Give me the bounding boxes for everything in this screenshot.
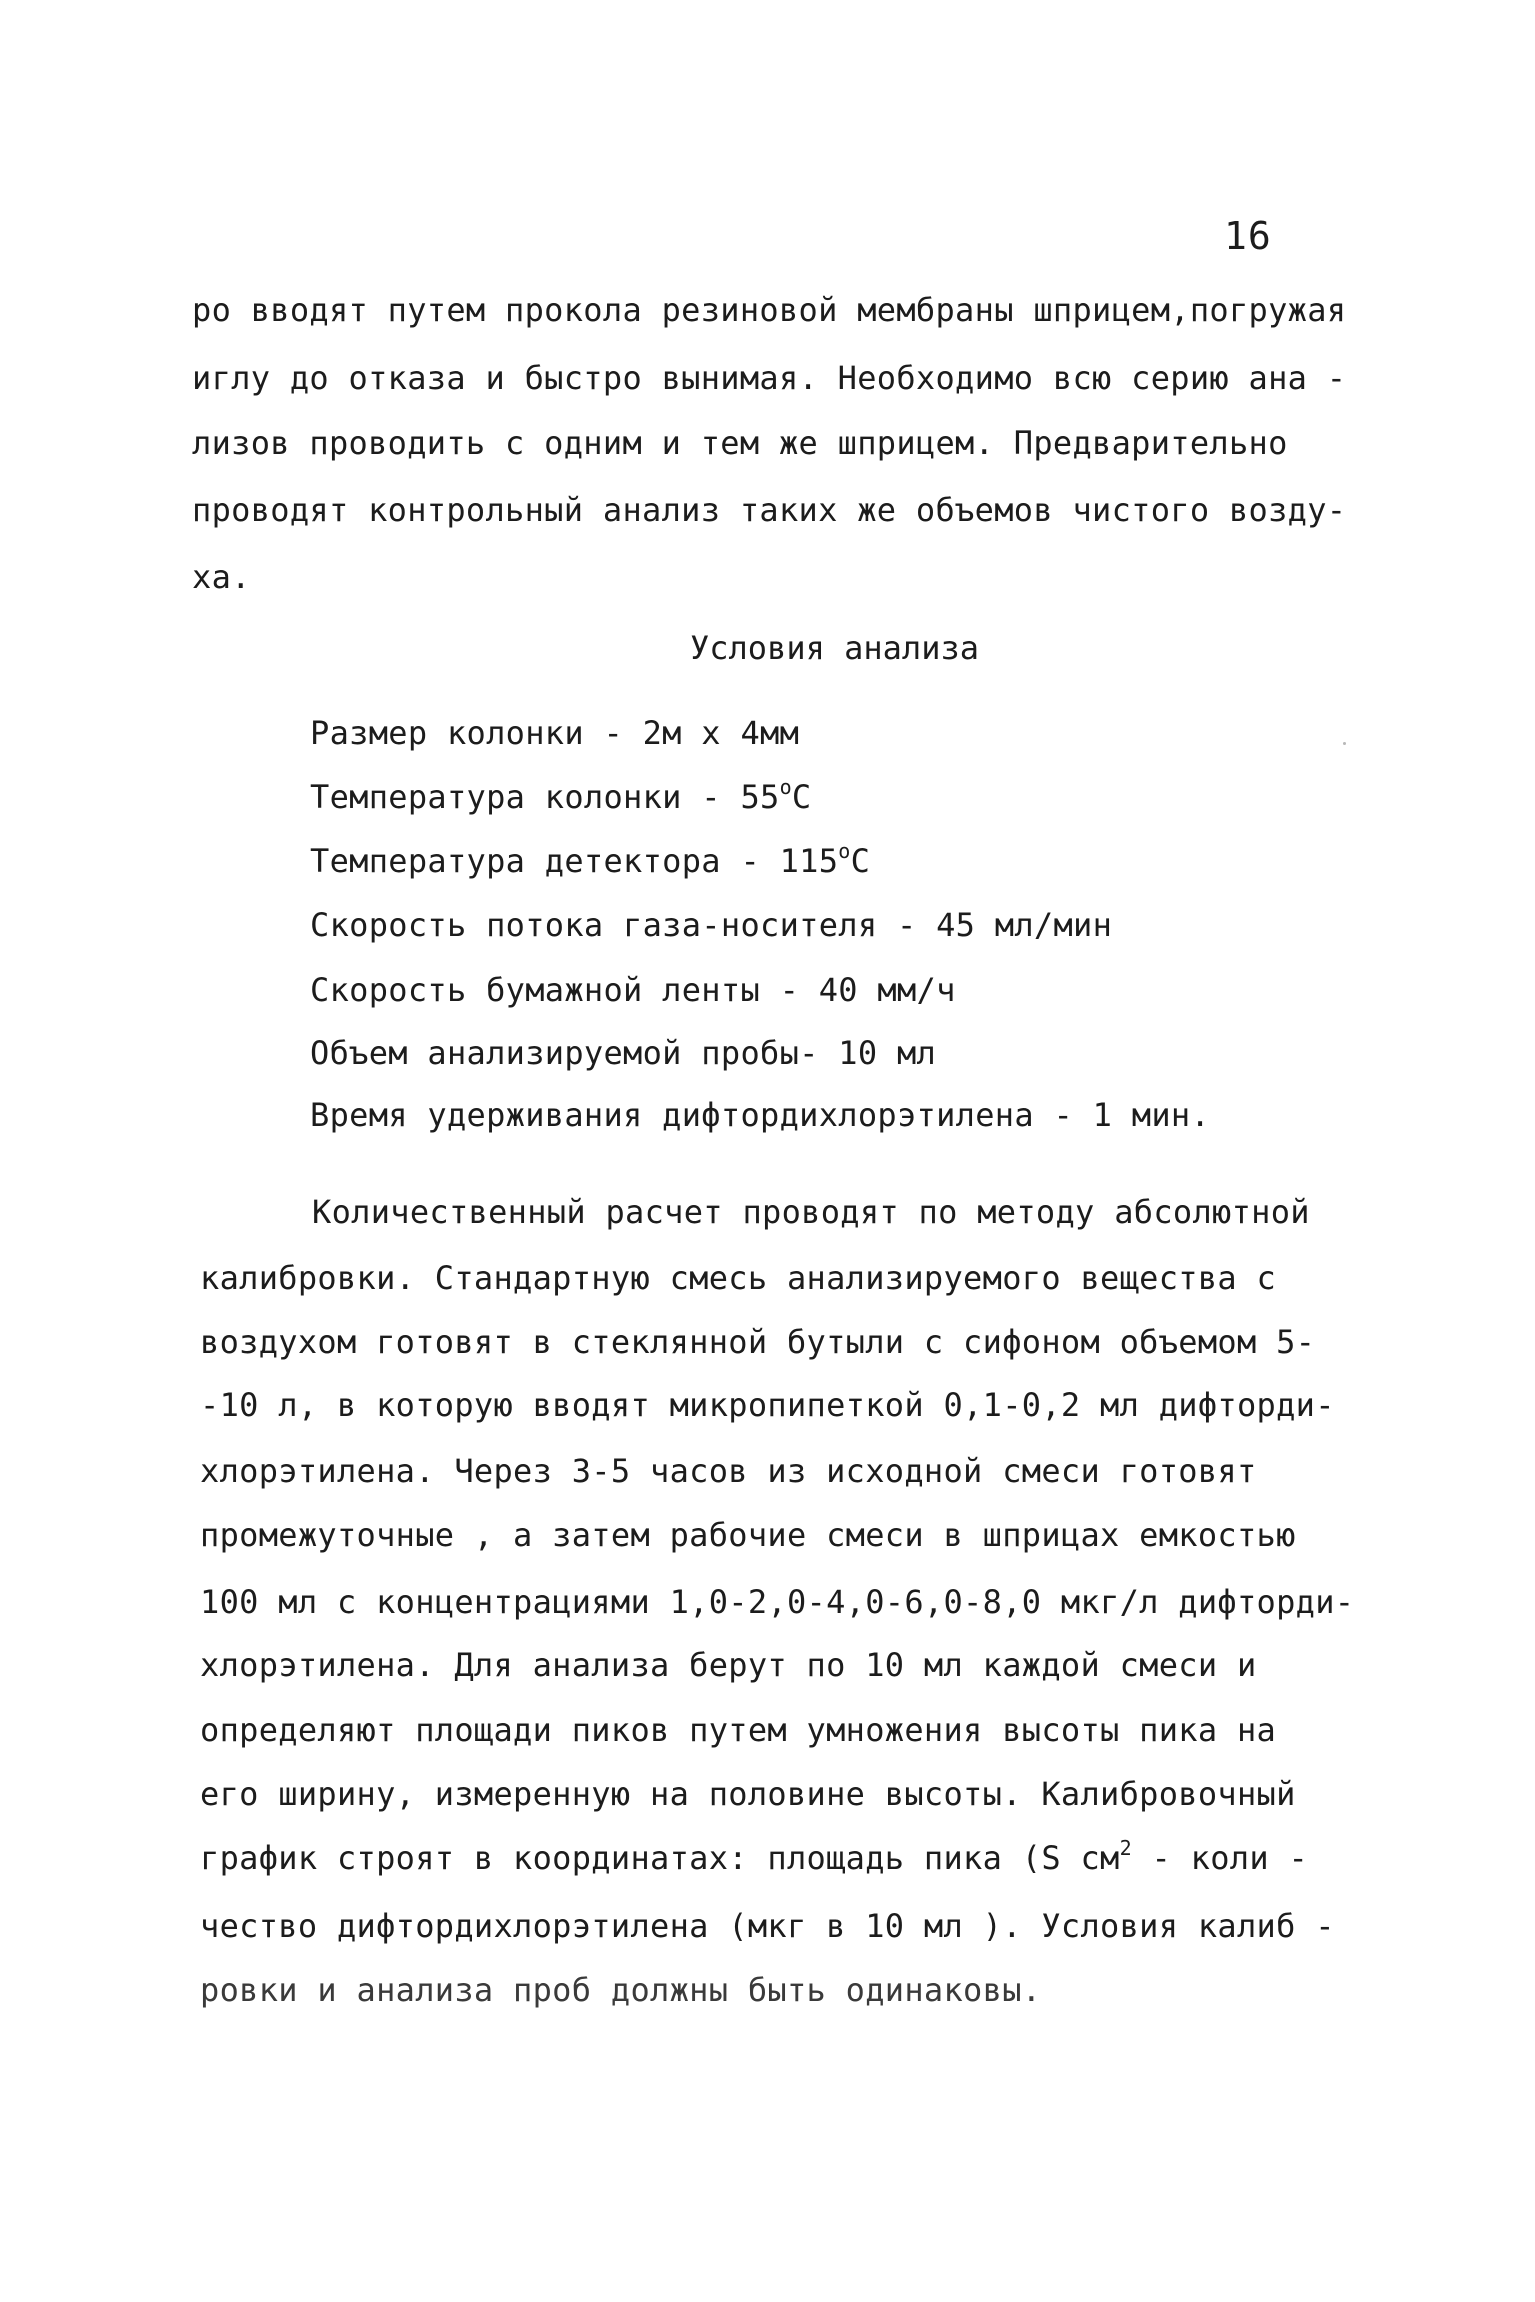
paragraph-1-line-2: иглу до отказа и быстро вынимая. Необходимо всю серию ана -	[192, 359, 1347, 397]
paragraph-2-line-6: промежуточные , а затем рабочие смеси в шприцах емкостью	[200, 1516, 1296, 1554]
paragraph-2-line-5: хлорэтилена. Через 3-5 часов из исходной смеси готовят	[200, 1452, 1257, 1490]
paragraph-1-line-1: ро вводят путем прокола резиновой мембраны шприцем,погружая	[192, 291, 1347, 329]
paragraph-2-line-11-tail: - коли -	[1131, 1839, 1309, 1877]
condition-column-size: Размер колонки - 2м х 4мм	[310, 714, 800, 752]
degree-mark: o	[838, 839, 851, 863]
paragraph-2-line-11-text: график строят в координатах: площадь пика (S см	[200, 1839, 1120, 1877]
paragraph-2-line-8: хлорэтилена. Для анализа берут по 10 мл каждой смеси и	[200, 1646, 1257, 1684]
condition-detector-temperature	[310, 841, 870, 881]
condition-retention-time: Время удерживания дифтордихлорэтилена - 1 мин.	[310, 1096, 1211, 1134]
condition-detector-temperature-text: Температура детектора - 115	[310, 842, 839, 880]
paragraph-2-line-7: 100 мл с концентрациями 1,0-2,0-4,0-6,0-8,0 мкг/л дифторди-	[200, 1583, 1355, 1621]
paragraph-2-line-3: воздухом готовят в стеклянной бутыли с сифоном объемом 5-	[200, 1323, 1316, 1361]
condition-column-temperature	[310, 777, 812, 817]
squared-mark: 2	[1119, 1836, 1132, 1860]
paragraph-1-line-3: лизов проводить с одним и тем же шприцем. Предварительно	[192, 424, 1288, 462]
conditions-heading: Условия анализа	[690, 629, 979, 667]
paragraph-1-line-4: проводят контрольный анализ таких же объемов чистого возду-	[192, 491, 1347, 529]
paragraph-2-line-1: Количественный расчет проводят по методу абсолютной	[312, 1193, 1310, 1231]
paragraph-2-line-2: калибровки. Стандартную смесь анализируемого вещества с	[200, 1259, 1277, 1297]
paragraph-1-line-5: ха.	[192, 558, 251, 596]
page-number: 16	[1224, 214, 1272, 258]
paragraph-2-line-13: ровки и анализа проб должны быть одинаковы.	[200, 1971, 1042, 2009]
condition-sample-volume: Объем анализируемой пробы- 10 мл	[310, 1034, 937, 1072]
paragraph-2-line-4: -10 л, в которую вводят микропипеткой 0,1-0,2 мл дифторди-	[200, 1386, 1335, 1424]
paragraph-2-line-10: его ширину, измеренную на половине высоты. Калибровочный	[200, 1775, 1296, 1813]
paragraph-2-line-12: чество дифтордихлорэтилена (мкг в 10 мл ). Условия калиб -	[200, 1907, 1335, 1945]
paragraph-2-line-11	[200, 1838, 1308, 1878]
paragraph-2-line-9: определяют площади пиков путем умножения высоты пика на	[200, 1711, 1277, 1749]
degree-mark: o	[779, 775, 792, 799]
scan-speck	[1343, 742, 1346, 745]
condition-column-temperature-unit: С	[791, 778, 812, 816]
condition-paper-tape-speed: Скорость бумажной ленты - 40 мм/ч	[310, 971, 956, 1009]
condition-column-temperature-text: Температура колонки - 55	[310, 778, 780, 816]
condition-detector-temperature-unit: С	[850, 842, 871, 880]
condition-carrier-gas-rate: Скорость потока газа-носителя - 45 мл/мин	[310, 906, 1113, 944]
